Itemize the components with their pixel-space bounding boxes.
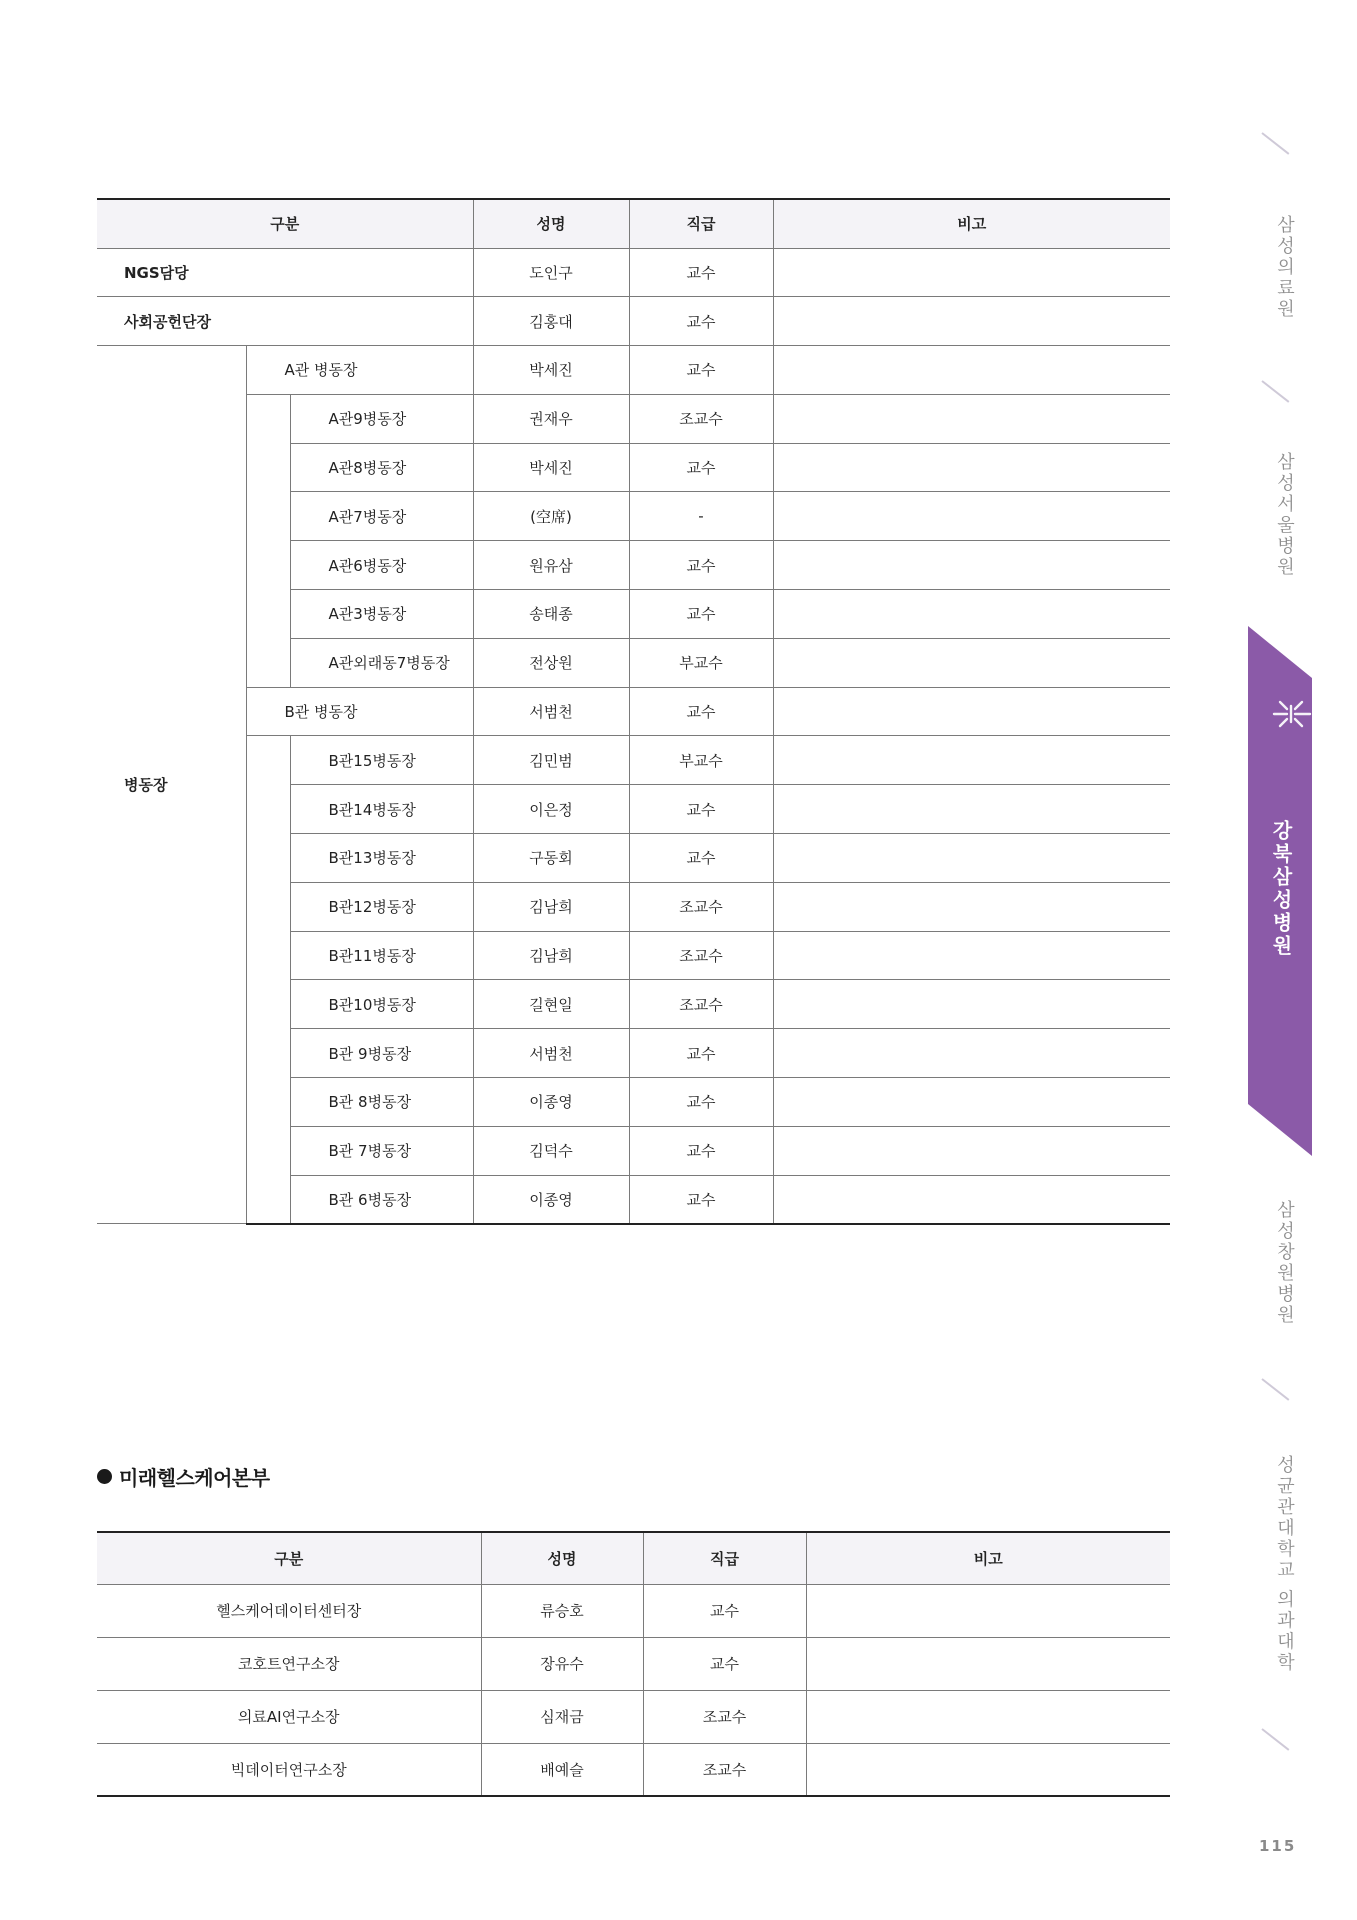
row-name: 김남희 — [473, 931, 629, 980]
row-rank: 교수 — [629, 443, 773, 492]
row-rank: 부교수 — [629, 638, 773, 687]
row-label: 헬스케어데이터센터장 — [97, 1584, 481, 1637]
row-rank: 교수 — [629, 1175, 773, 1224]
side-nav-item-seoul-hospital[interactable]: 삼성서울병원 — [1274, 452, 1295, 578]
row-rank: 교수 — [629, 248, 773, 297]
row-note — [806, 1637, 1170, 1690]
row-name: 송태종 — [473, 590, 629, 639]
row-unit: B관 병동장 — [246, 687, 473, 736]
row-rank: 교수 — [643, 1584, 806, 1637]
row-unit: B관 7병동장 — [290, 1126, 473, 1175]
row-name: 구동회 — [473, 834, 629, 883]
row-unit: A관3병동장 — [290, 590, 473, 639]
row-rank: 교수 — [629, 834, 773, 883]
row-rank: 조교수 — [643, 1690, 806, 1743]
row-note — [773, 492, 1170, 541]
row-rank: 교수 — [629, 346, 773, 395]
row-note — [773, 541, 1170, 590]
row-label: 의료AI연구소장 — [97, 1690, 481, 1743]
row-note — [773, 590, 1170, 639]
row-unit: A관 병동장 — [246, 346, 473, 395]
row-unit: A관7병동장 — [290, 492, 473, 541]
row-note — [806, 1743, 1170, 1796]
row-name: 박세진 — [473, 443, 629, 492]
row-note — [773, 1126, 1170, 1175]
row-note — [806, 1690, 1170, 1743]
row-note — [773, 1175, 1170, 1224]
row-note — [773, 687, 1170, 736]
row-note — [773, 882, 1170, 931]
row-rank: 교수 — [629, 541, 773, 590]
side-nav-item-medical-center[interactable]: 삼성의료원 — [1274, 215, 1295, 320]
row-rank: 부교수 — [629, 736, 773, 785]
row-rank: 조교수 — [629, 394, 773, 443]
indent-cell — [246, 394, 290, 687]
row-note — [773, 394, 1170, 443]
divider-slash — [1261, 1378, 1289, 1401]
row-name: 이은정 — [473, 785, 629, 834]
row-note — [773, 785, 1170, 834]
header-name: 성명 — [473, 199, 629, 248]
header-category: 구분 — [97, 1532, 481, 1584]
row-rank: 교수 — [629, 1029, 773, 1078]
header-rank: 직급 — [643, 1532, 806, 1584]
row-unit: B관10병동장 — [290, 980, 473, 1029]
row-note — [773, 443, 1170, 492]
row-rank: 교수 — [629, 1126, 773, 1175]
row-note — [773, 1029, 1170, 1078]
side-nav-item-skku-medicine[interactable]: 성균관대학교 의과대학 — [1274, 1455, 1295, 1674]
row-rank: - — [629, 492, 773, 541]
row-name: (空席) — [473, 492, 629, 541]
row-name: 김덕수 — [473, 1126, 629, 1175]
row-unit: B관13병동장 — [290, 834, 473, 883]
row-name: 심재금 — [481, 1690, 643, 1743]
table-row — [97, 346, 1170, 395]
table-row — [97, 1743, 1170, 1796]
row-label: 사회공헌단장 — [97, 297, 473, 346]
row-rank: 조교수 — [629, 882, 773, 931]
page-number: 115 — [1259, 1837, 1297, 1855]
row-unit: B관 8병동장 — [290, 1078, 473, 1127]
row-name: 김민범 — [473, 736, 629, 785]
row-rank: 교수 — [629, 1078, 773, 1127]
row-unit: B관15병동장 — [290, 736, 473, 785]
ward-label: 병동장 — [97, 346, 246, 1224]
row-rank: 교수 — [629, 590, 773, 639]
row-note — [773, 834, 1170, 883]
row-note — [773, 931, 1170, 980]
row-rank: 조교수 — [629, 931, 773, 980]
header-note: 비고 — [806, 1532, 1170, 1584]
table-row — [97, 1637, 1170, 1690]
row-name: 이종영 — [473, 1078, 629, 1127]
table-row — [97, 297, 1170, 346]
row-unit: A관외래동7병동장 — [290, 638, 473, 687]
row-note — [773, 736, 1170, 785]
row-unit: B관 9병동장 — [290, 1029, 473, 1078]
row-name: 배예슬 — [481, 1743, 643, 1796]
table-header-row — [97, 1532, 1170, 1584]
row-unit: A관9병동장 — [290, 394, 473, 443]
divider-slash — [1261, 1728, 1289, 1751]
row-unit: A관6병동장 — [290, 541, 473, 590]
row-name: 전상원 — [473, 638, 629, 687]
row-unit: B관14병동장 — [290, 785, 473, 834]
row-name: 서범천 — [473, 687, 629, 736]
section-title — [97, 1462, 270, 1491]
row-rank: 교수 — [629, 687, 773, 736]
row-name: 장유수 — [481, 1637, 643, 1690]
divider-slash — [1261, 132, 1289, 155]
row-unit: A관8병동장 — [290, 443, 473, 492]
row-name: 도인구 — [473, 248, 629, 297]
row-note — [773, 980, 1170, 1029]
row-name: 김홍대 — [473, 297, 629, 346]
row-name: 류승호 — [481, 1584, 643, 1637]
table-row — [97, 1690, 1170, 1743]
row-unit: B관12병동장 — [290, 882, 473, 931]
header-category: 구분 — [97, 199, 473, 248]
row-name: 원유삼 — [473, 541, 629, 590]
row-label: NGS담당 — [97, 248, 473, 297]
row-name: 권재우 — [473, 394, 629, 443]
row-rank: 조교수 — [643, 1743, 806, 1796]
row-rank: 조교수 — [629, 980, 773, 1029]
side-nav-item-kangbuk-hospital[interactable]: 강북삼성병원 — [1269, 820, 1293, 958]
table-row — [97, 687, 1170, 736]
row-rank: 교수 — [629, 297, 773, 346]
indent-cell — [246, 736, 290, 1224]
row-note — [773, 638, 1170, 687]
bullet-icon — [97, 1469, 112, 1484]
row-note — [773, 297, 1170, 346]
future-healthcare-table — [97, 1531, 1170, 1797]
row-name: 길현일 — [473, 980, 629, 1029]
row-note — [806, 1584, 1170, 1637]
table-row — [97, 1584, 1170, 1637]
row-rank: 교수 — [643, 1637, 806, 1690]
row-label: 코호트연구소장 — [97, 1637, 481, 1690]
section-title-text: 미래헬스케어본부 — [119, 1466, 270, 1490]
side-nav-item-changwon-hospital[interactable]: 삼성창원병원 — [1274, 1200, 1295, 1326]
sparkle-icon — [1270, 682, 1312, 742]
row-label: 빅데이터연구소장 — [97, 1743, 481, 1796]
table-row — [97, 736, 1170, 785]
row-rank: 교수 — [629, 785, 773, 834]
row-name: 박세진 — [473, 346, 629, 395]
header-rank: 직급 — [629, 199, 773, 248]
row-note — [773, 248, 1170, 297]
row-note — [773, 346, 1170, 395]
table-row — [97, 248, 1170, 297]
table-row — [97, 394, 1170, 443]
divider-slash — [1261, 380, 1289, 403]
header-note: 비고 — [773, 199, 1170, 248]
row-unit: B관11병동장 — [290, 931, 473, 980]
row-unit: B관 6병동장 — [290, 1175, 473, 1224]
row-note — [773, 1078, 1170, 1127]
row-name: 서범천 — [473, 1029, 629, 1078]
row-name: 김남희 — [473, 882, 629, 931]
staff-table — [97, 198, 1170, 1225]
header-name: 성명 — [481, 1532, 643, 1584]
row-name: 이종영 — [473, 1175, 629, 1224]
table-header-row — [97, 199, 1170, 248]
